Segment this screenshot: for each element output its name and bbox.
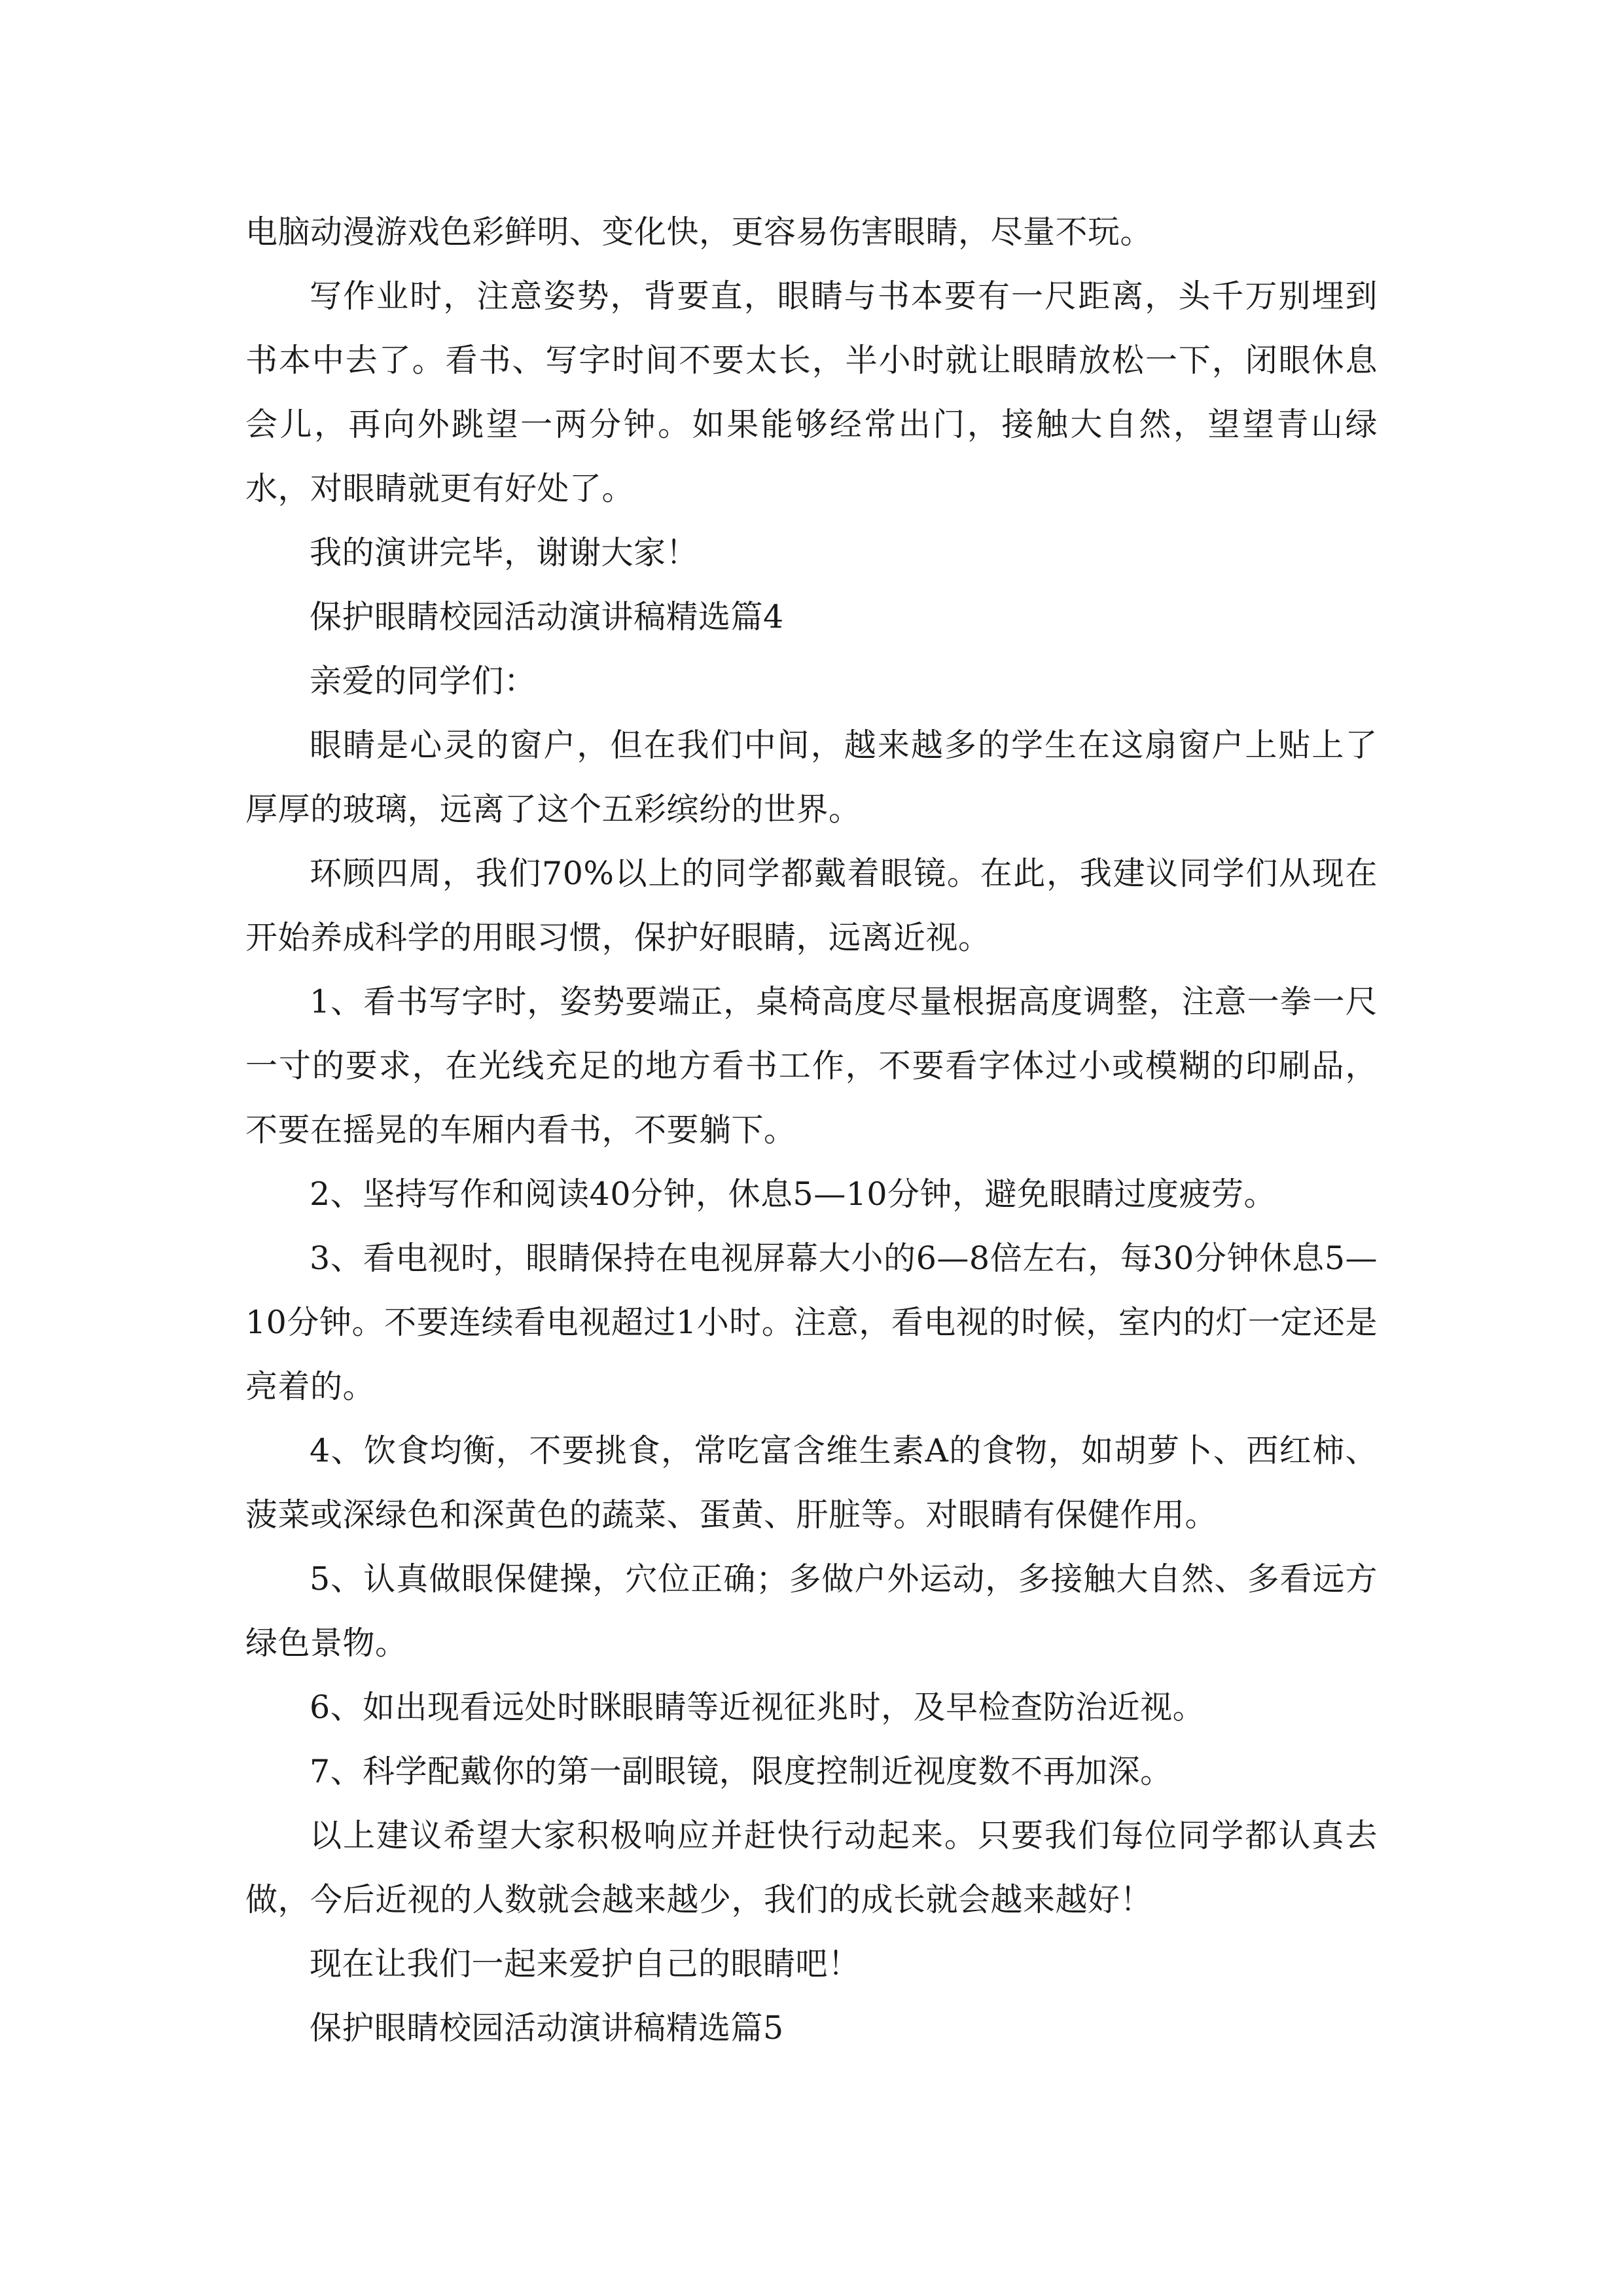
list-item-2: 2、坚持写作和阅读40分钟，休息5—10分钟，避免眼睛过度疲劳。 (310, 1175, 1277, 1213)
section-heading-4: 保护眼睛校园活动演讲稿精选篇4 (310, 598, 784, 636)
paragraph-games-warning: 电脑动漫游戏色彩鲜明、变化快，更容易伤害眼睛，尽量不玩。 (245, 213, 1153, 251)
paragraph-eyes-window: 眼睛是心灵的窗户，但在我们中间，越来越多的学生在这扇窗户上贴上了厚厚的玻璃，远离了这个五彩缤纷的世界。 (245, 726, 1378, 828)
paragraph-posture-advice: 写作业时，注意姿势，背要直，眼睛与书本要有一尺距离，头千万别埋到书本中去了。看书、写字时间不要太长，半小时就让眼睛放松一下，闭眼休息会儿，再向外跳望一两分钟。如果能够经常出门，接触大自然，望望青山绿水，对眼睛就更有好处了。 (245, 278, 1378, 507)
document-body (245, 200, 1378, 2060)
list-item-4: 4、饮食均衡，不要挑食，常吃富含维生素A的食物，如胡萝卜、西红柿、菠菜或深绿色和深黄色的蔬菜、蛋黄、肝脏等。对眼睛有保健作用。 (245, 1432, 1378, 1534)
list-item-1: 1、看书写字时，姿势要端正，桌椅高度尽量根据高度调整，注意一拳一尺一寸的要求，在光线充足的地方看书工作，不要看字体过小或模糊的印刷品，不要在摇晃的车厢内看书，不要躺下。 (245, 983, 1378, 1149)
list-item-3: 3、看电视时，眼睛保持在电视屏幕大小的6—8倍左右，每30分钟休息5—10分钟。不要连续看电视超过1小时。注意，看电视的时候，室内的灯一定还是亮着的。 (245, 1240, 1378, 1405)
list-item-5: 5、认真做眼保健操，穴位正确；多做户外运动，多接触大自然、多看远方绿色景物。 (245, 1560, 1378, 1662)
paragraph-look-around: 环顾四周，我们70%以上的同学都戴着眼镜。在此，我建议同学们从现在开始养成科学的用眼习惯，保护好眼睛，远离近视。 (245, 855, 1378, 956)
paragraph-closing-exclamation: 现在让我们一起来爱护自己的眼睛吧！ (310, 1945, 861, 1982)
list-item-6: 6、如出现看远处时眯眼睛等近视征兆时，及早检查防治近视。 (310, 1689, 1205, 1726)
salutation: 亲爱的同学们： (310, 662, 537, 700)
section-heading-5: 保护眼睛校园活动演讲稿精选篇5 (310, 2009, 784, 2047)
paragraph-call-to-action: 以上建议希望大家积极响应并赶快行动起来。只要我们每位同学都认真去做，今后近视的人数就会越来越少，我们的成长就会越来越好！ (245, 1817, 1378, 1918)
list-item-7: 7、科学配戴你的第一副眼镜，限度控制近视度数不再加深。 (310, 1753, 1173, 1790)
paragraph-speech-closing: 我的演讲完毕，谢谢大家！ (310, 534, 699, 571)
